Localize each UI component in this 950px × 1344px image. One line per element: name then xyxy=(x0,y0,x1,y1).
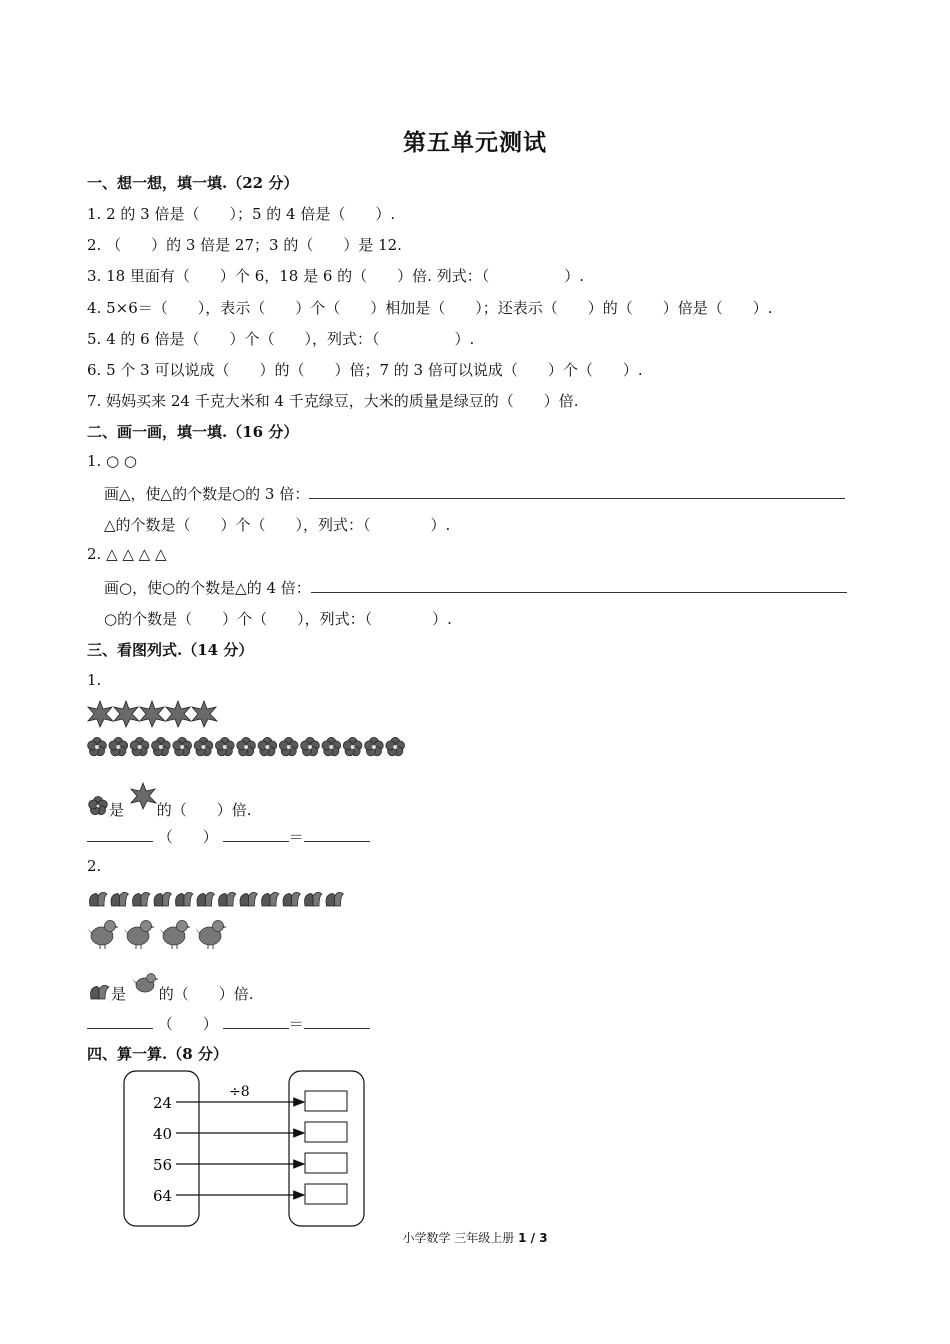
page-title: 第五单元测试 xyxy=(403,129,547,156)
section-2-heading: 二、画一画，填一填.（16 分） xyxy=(87,423,299,441)
section-4-heading: 四、算一算.（8 分） xyxy=(87,1045,228,1063)
page-footer xyxy=(0,1229,950,1246)
q1-5: 5. 4 的 6 倍是（ ）个（ ），列式：（ ）. xyxy=(87,330,475,348)
q3-2-operator-blank: （ ） xyxy=(157,1015,218,1033)
q3-1-number: 1. xyxy=(87,671,102,689)
section-1-heading: 一、想一想，填一填.（22 分） xyxy=(87,174,299,192)
answer-box-3[interactable] xyxy=(305,1153,347,1173)
page-number: 1 / 3 xyxy=(518,1231,548,1245)
input-value-1: 24 xyxy=(153,1094,173,1112)
q1-6: 6. 5 个 3 可以说成（ ）的（ ）倍；7 的 3 倍可以说成（ ）个（ ）. xyxy=(87,361,643,379)
q2-2-fill: ○的个数是（ ）个（ ），列式：（ ）. xyxy=(104,610,452,628)
q1-2: 2. （ ）的 3 倍是 27；3 的（ ）是 12. xyxy=(87,236,402,254)
q3-2-de: 的（ ）倍. xyxy=(158,985,254,1003)
section-3-heading: 三、看图列式.（14 分） xyxy=(87,641,254,659)
input-value-2: 40 xyxy=(153,1125,173,1143)
q1-3: 3. 18 里面有（ ）个 6，18 是 6 的（ ）倍. 列式：（ ）. xyxy=(87,267,584,285)
answer-box-1[interactable] xyxy=(305,1091,347,1111)
q3-1-de: 的（ ）倍. xyxy=(156,801,252,819)
q1-7: 7. 妈妈买来 24 千克大米和 4 千克绿豆，大米的质量是绿豆的（ ）倍. xyxy=(87,392,579,410)
q3-2-equals: ＝ xyxy=(288,1015,304,1033)
footer-text: 小学数学 三年级上册 xyxy=(402,1231,515,1245)
q3-2-number: 2. xyxy=(87,857,102,875)
operator-label: ÷8 xyxy=(229,1084,250,1100)
input-value-4: 64 xyxy=(153,1187,173,1205)
q2-2-draw-label: 画○，使○的个数是△的 4 倍： xyxy=(104,579,311,597)
q2-1-fill: △的个数是（ ）个（ ），列式：（ ）. xyxy=(104,516,451,534)
q3-1-equals: ＝ xyxy=(288,828,304,846)
q2-1-shapes: 1. ○ ○ xyxy=(87,452,138,470)
answer-box-2[interactable] xyxy=(305,1122,347,1142)
q3-2-shi: 是 xyxy=(111,985,127,1003)
answer-box-4[interactable] xyxy=(305,1184,347,1204)
q1-4: 4. 5×6＝（ ），表示（ ）个（ ）相加是（ ）；还表示（ ）的（ ）倍是（ ）. xyxy=(87,299,773,317)
q3-1-operator-blank: （ ） xyxy=(157,828,218,846)
q2-1-draw-label: 画△，使△的个数是○的 3 倍： xyxy=(104,485,310,503)
q3-1-shi: 是 xyxy=(109,801,125,819)
q2-2-shapes: 2. △ △ △ △ xyxy=(87,545,167,563)
input-value-3: 56 xyxy=(153,1156,173,1174)
q1-1: 1. 2 的 3 倍是（ ）；5 的 4 倍是（ ）. xyxy=(87,205,396,223)
